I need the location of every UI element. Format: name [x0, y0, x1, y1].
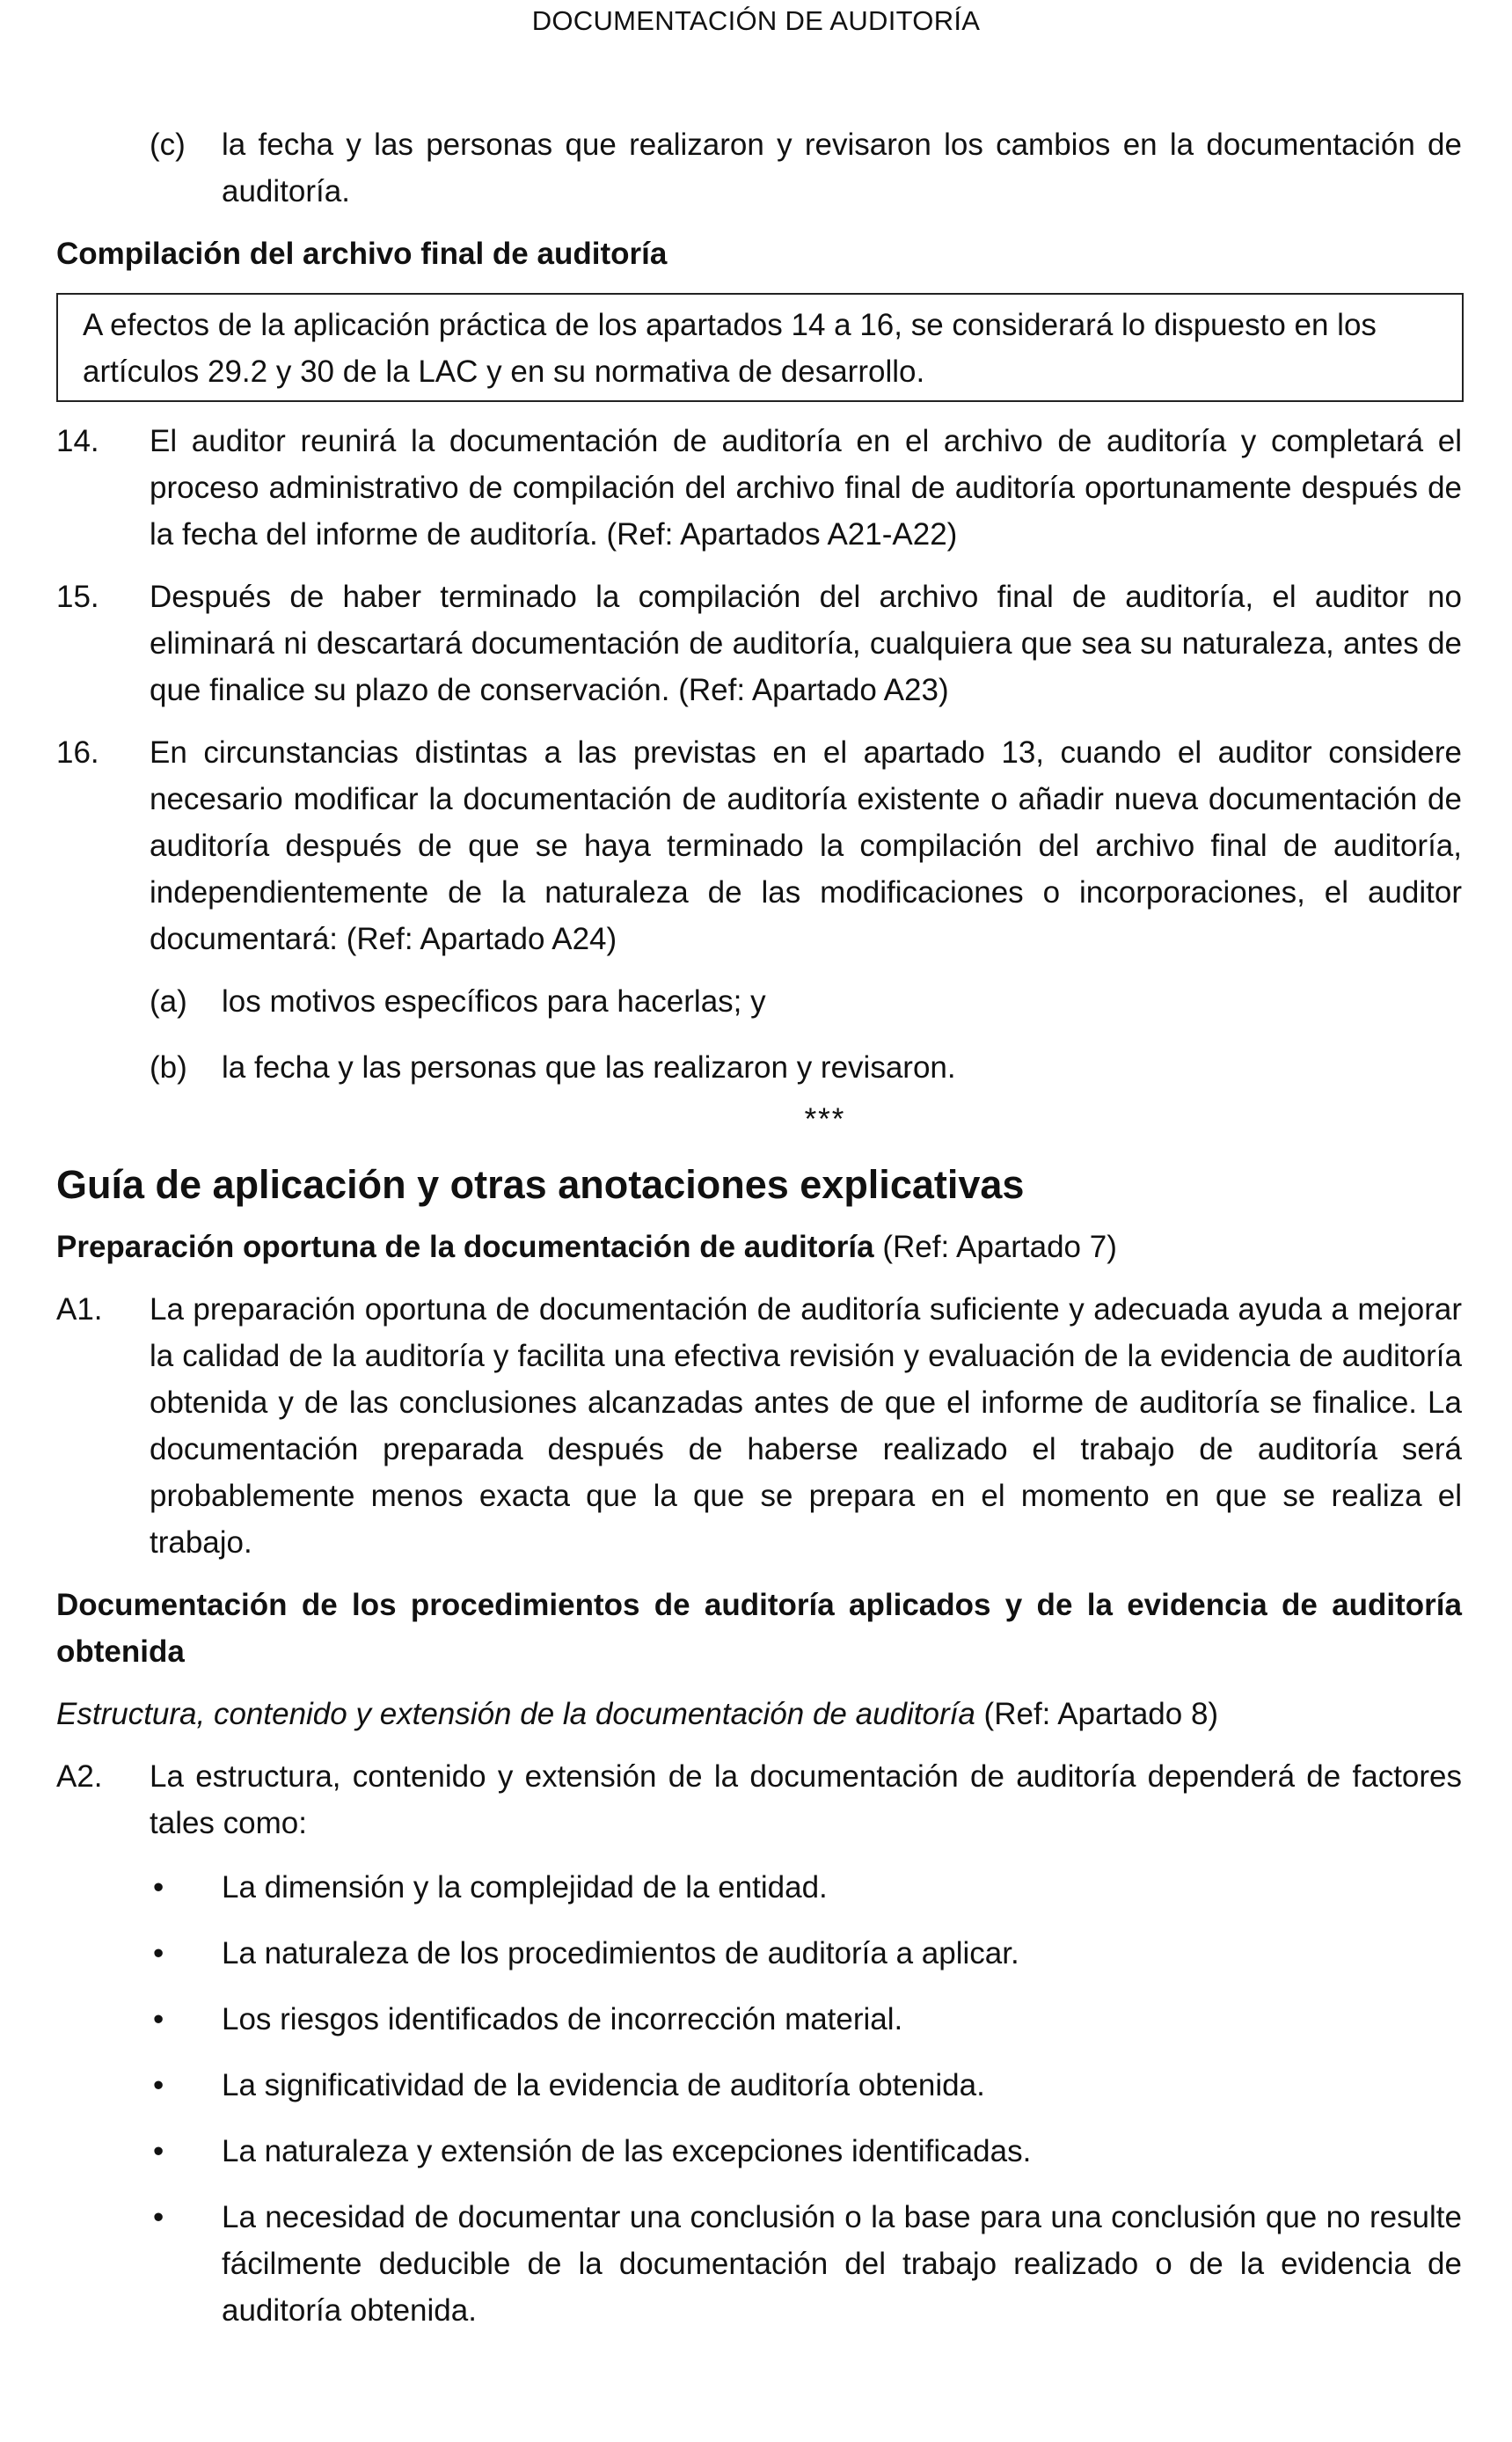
sub-item-text: la fecha y las personas que las realizaron y revisaron.	[222, 1050, 956, 1085]
subheading-reference: (Ref: Apartado 7)	[873, 1230, 1117, 1264]
sub-item-text: la fecha y las personas que realizaron y revisaron los cambios en la documentación de auditoría.	[222, 128, 1462, 208]
application-paragraph-a1	[56, 1286, 1462, 1566]
bullet-text: La necesidad de documentar una conclusión o la base para una conclusión que no resulte fácilmente deducible de la documentación del trabajo realizado o de la evidencia de auditoría obtenida.	[222, 2200, 1462, 2328]
numbered-paragraph-15	[56, 574, 1462, 713]
bullet-symbol: •	[153, 2200, 164, 2234]
sub-item-label: (c)	[150, 128, 186, 162]
bullet-symbol: •	[153, 2002, 164, 2036]
bullet-text: La naturaleza y extensión de las excepciones identificadas.	[222, 2134, 1032, 2168]
sub-item-text: los motivos específicos para hacerlas; y	[222, 984, 766, 1019]
intro-sub-item-c	[56, 121, 1462, 215]
page-header: DOCUMENTACIÓN DE AUDITORÍA	[531, 5, 981, 36]
sub-item-a	[56, 978, 1462, 1025]
section-separator: ***	[804, 1102, 846, 1137]
page-content	[56, 121, 1462, 2334]
bullet-symbol: •	[153, 2134, 164, 2168]
bullet-list-item	[56, 2128, 1462, 2175]
paragraph-text: El auditor reunirá la documentación de auditoría en el archivo de auditoría y completará el proceso administrativo de compilación del archivo final de auditoría oportunamente después de la fecha del informe de auditoría. (Ref: Apartados A21-A22)	[150, 424, 1462, 552]
bullet-list-item	[56, 2194, 1462, 2334]
paragraph-text: Después de haber terminado la compilación del archivo final de auditoría, el auditor no eliminará ni descartará documentación de auditoría, cualquiera que sea su naturaleza, antes de que finalice su plazo de conservación. (Ref: Apartado A23)	[150, 580, 1462, 707]
bullet-symbol: •	[153, 2068, 164, 2102]
application-paragraph-a2	[56, 1753, 1462, 1846]
guide-subheading-timely-preparation	[56, 1224, 1462, 1270]
sub-item-label: (a)	[150, 984, 187, 1019]
subheading-reference: (Ref: Apartado 8)	[975, 1697, 1219, 1731]
paragraph-number: A1.	[56, 1292, 103, 1327]
bullet-list-item	[56, 1864, 1462, 1911]
subheading-bold-text: Preparación oportuna de la documentación de auditoría	[56, 1230, 874, 1264]
guide-subheading-structure	[56, 1691, 1462, 1737]
sub-item-b	[56, 1044, 1462, 1091]
boxed-note: A efectos de la aplicación práctica de los apartados 14 a 16, se considerará lo dispuesto en los artículos 29.2 y 30 de la LAC y en su normativa de desarrollo.	[56, 293, 1464, 402]
subheading-italic-text: Estructura, contenido y extensión de la documentación de auditoría	[56, 1697, 975, 1731]
bullet-text: Los riesgos identificados de incorrección material.	[222, 2002, 903, 2036]
bullet-text: La dimensión y la complejidad de la entidad.	[222, 1870, 828, 1905]
paragraph-number: 15.	[56, 580, 99, 614]
bullet-list-item	[56, 2062, 1462, 2109]
paragraph-number: A2.	[56, 1759, 103, 1794]
paragraph-text: La preparación oportuna de documentación de auditoría suficiente y adecuada ayuda a mejorar la calidad de la auditoría y facilita una efectiva revisión y evaluación de la evidencia de auditoría obtenida y de las conclusiones alcanzadas antes de que el informe de auditoría se finalice. La documentación preparada después de haberse realizado el trabajo de auditoría será probablemente menos exacta que la que se prepara en el momento en que se realiza el trabajo.	[150, 1292, 1462, 1560]
sub-item-label: (b)	[150, 1050, 187, 1085]
paragraph-text: En circunstancias distintas a las previstas en el apartado 13, cuando el auditor considere necesario modificar la documentación de auditoría existente o añadir nueva documentación de auditoría después de que se haya terminado la compilación del archivo final de auditoría, independientemente de la naturaleza de las modificaciones o incorporaciones, el auditor documentará: (Ref: Apartado A24)	[150, 735, 1462, 956]
bullet-text: La naturaleza de los procedimientos de auditoría a aplicar.	[222, 1936, 1019, 1970]
bullet-symbol: •	[153, 1870, 164, 1905]
paragraph-number: 14.	[56, 424, 99, 458]
bullet-list-item	[56, 1996, 1462, 2043]
bullet-list-item	[56, 1930, 1462, 1977]
bullet-text: La significatividad de la evidencia de auditoría obtenida.	[222, 2068, 985, 2102]
section-heading-compilation: Compilación del archivo final de auditoría	[56, 237, 668, 271]
numbered-paragraph-16	[56, 729, 1462, 962]
guide-subheading-documentation: Documentación de los procedimientos de auditoría aplicados y de la evidencia de auditoría obtenida	[56, 1588, 1462, 1669]
numbered-paragraph-14	[56, 418, 1462, 558]
paragraph-number: 16.	[56, 735, 99, 770]
paragraph-text: La estructura, contenido y extensión de la documentación de auditoría dependerá de factores tales como:	[150, 1759, 1462, 1840]
bullet-symbol: •	[153, 1936, 164, 1970]
guide-title: Guía de aplicación y otras anotaciones explicativas	[56, 1162, 1025, 1207]
